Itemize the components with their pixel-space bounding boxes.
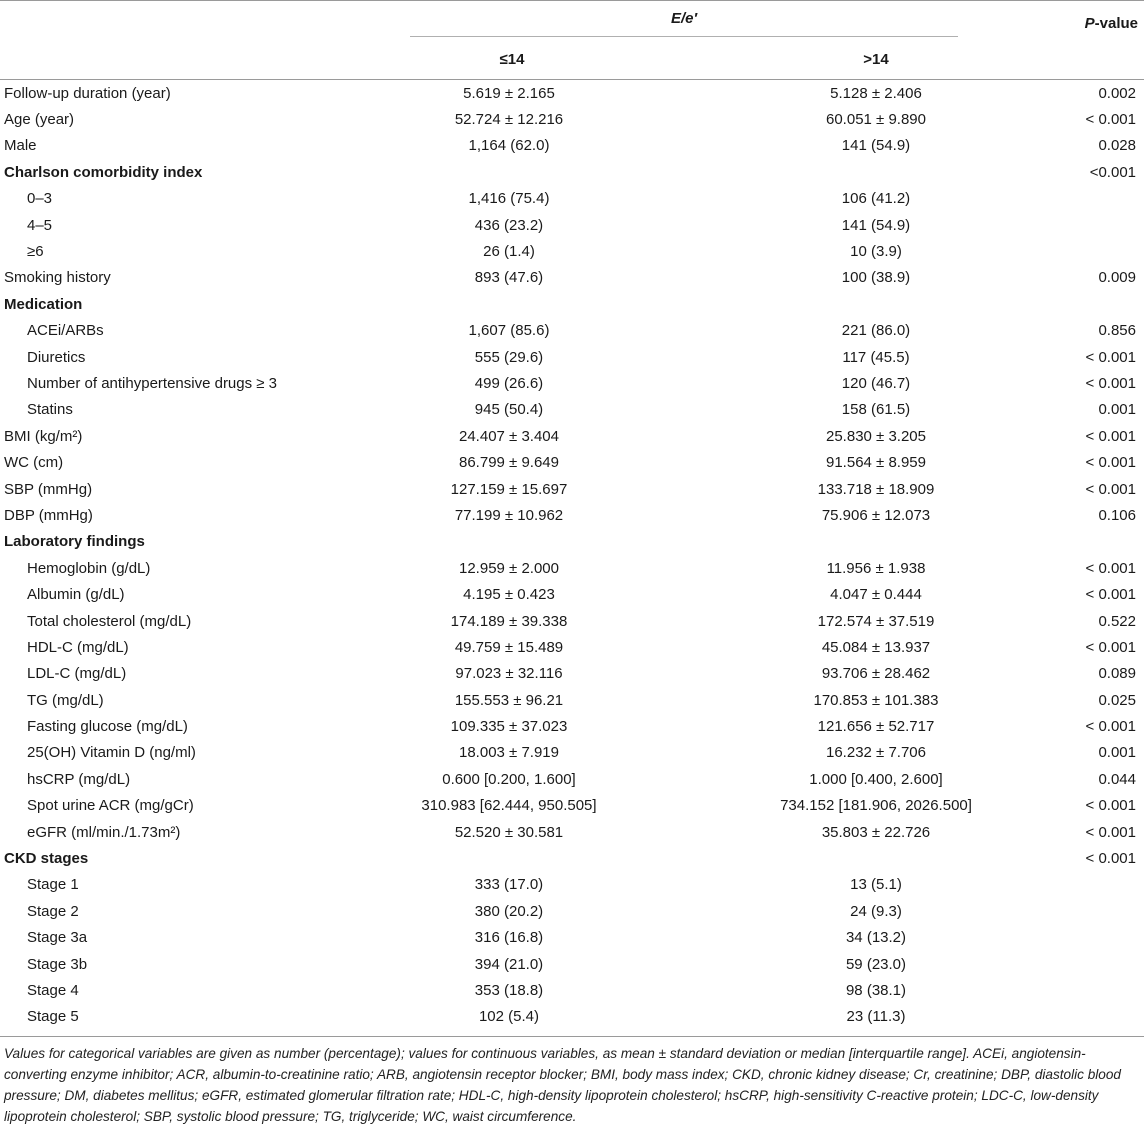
table-row (0, 740, 1144, 766)
p-value: < 0.001 (1085, 454, 1136, 472)
value-low: 316 (16.8) (474, 929, 544, 947)
value-low: 945 (50.4) (474, 401, 544, 419)
value-low (300, 845, 718, 871)
table-row (0, 476, 1144, 502)
value-low: 1,164 (62.0) (468, 137, 550, 155)
value-low: 555 (29.6) (474, 348, 544, 366)
value-low: 4.195 ± 0.423 (463, 586, 555, 604)
value-low: 0.600 [0.200, 1.600] (442, 770, 576, 788)
value-low: 893 (47.6) (474, 269, 544, 287)
table-row (0, 819, 1144, 845)
row-label: Number of antihypertensive drugs ≥ 3 (27, 374, 278, 392)
value-low: 52.724 ± 12.216 (454, 111, 564, 129)
value-low: 353 (18.8) (474, 981, 544, 999)
value-low: 174.189 ± 39.338 (450, 612, 568, 630)
row-label: Total cholesterol (mg/dL) (27, 612, 192, 630)
p-value (1034, 925, 1144, 951)
row-label: Follow-up duration (year) (4, 84, 171, 102)
value-low: 26 (1.4) (483, 243, 535, 261)
value-high: 45.084 ± 13.937 (821, 638, 931, 656)
row-label: TG (mg/dL) (27, 691, 104, 709)
value-low: 102 (5.4) (478, 1008, 540, 1026)
table-row (0, 80, 1144, 107)
value-high: 60.051 ± 9.890 (826, 111, 926, 129)
table-row (0, 529, 1144, 555)
row-label: Hemoglobin (g/dL) (27, 559, 151, 577)
table-row (0, 687, 1144, 713)
value-high: 170.853 ± 101.383 (813, 691, 939, 709)
p-value (1034, 291, 1144, 317)
row-label: LDL-C (mg/dL) (27, 665, 127, 683)
value-low: 97.023 ± 32.116 (455, 665, 563, 683)
row-label: 0–3 (27, 190, 53, 208)
value-high: 59 (23.0) (845, 955, 907, 973)
characteristics-table (0, 1, 1144, 1037)
table-row (0, 713, 1144, 739)
value-high: 106 (41.2) (841, 190, 911, 208)
value-high: 23 (11.3) (846, 1008, 906, 1026)
value-high: 5.128 ± 2.406 (830, 84, 922, 102)
row-label: Stage 2 (27, 902, 79, 920)
p-value: 0.028 (1098, 137, 1136, 155)
value-low: 5.619 ± 2.165 (463, 84, 555, 102)
p-value: < 0.001 (1085, 797, 1136, 815)
p-value: 0.044 (1098, 770, 1136, 788)
value-low: 24.407 ± 3.404 (459, 427, 559, 445)
p-value (1034, 977, 1144, 1003)
row-label: Stage 3b (27, 955, 88, 973)
value-low: 1,416 (75.4) (468, 190, 550, 208)
value-high: 734.152 [181.906, 2026.500] (780, 797, 972, 815)
p-value (1034, 898, 1144, 924)
row-label: Stage 1 (27, 876, 79, 894)
value-high (718, 845, 1034, 871)
row-label: Stage 3a (27, 929, 88, 947)
row-label: HDL-C (mg/dL) (27, 638, 129, 656)
value-high: 133.718 ± 18.909 (817, 480, 935, 498)
col-high-label: >14 (863, 50, 889, 68)
col-header-high (718, 39, 1034, 79)
table-row (0, 212, 1144, 238)
table-row (0, 397, 1144, 423)
value-high: 93.706 ± 28.462 (821, 665, 931, 683)
value-high: 34 (13.2) (845, 929, 907, 947)
p-value (1034, 529, 1144, 555)
value-high: 120 (46.7) (841, 374, 911, 392)
p-value: < 0.001 (1085, 348, 1136, 366)
row-label: Charlson comorbidity index (4, 163, 203, 181)
row-label: CKD stages (4, 850, 89, 868)
row-label: Stage 4 (27, 981, 79, 999)
row-label: ACEi/ARBs (27, 322, 104, 340)
p-value (1034, 951, 1144, 977)
row-label: Spot urine ACR (mg/gCr) (27, 797, 194, 815)
p-value-header (1034, 1, 1144, 39)
row-label: Diuretics (27, 348, 86, 366)
row-label: DBP (mmHg) (4, 506, 93, 524)
value-high: 141 (54.9) (841, 216, 911, 234)
table-bottom-rule (0, 1030, 1144, 1037)
table-row (0, 265, 1144, 291)
p-value: < 0.001 (1085, 480, 1136, 498)
row-label: BMI (kg/m²) (4, 427, 83, 445)
p-value: < 0.001 (1085, 586, 1136, 604)
p-value (1034, 1004, 1144, 1030)
value-high: 121.656 ± 52.717 (817, 718, 935, 736)
p-value: 0.001 (1098, 401, 1136, 419)
table-row (0, 581, 1144, 607)
p-value: < 0.001 (1085, 850, 1136, 868)
table-header (0, 1, 1144, 80)
row-label: Fasting glucose (mg/dL) (27, 718, 188, 736)
table-row (0, 106, 1144, 132)
value-low: 49.759 ± 15.489 (454, 638, 564, 656)
table-row (0, 318, 1144, 344)
row-label: Laboratory findings (4, 533, 145, 551)
p-value: 0.001 (1098, 744, 1136, 762)
value-low: 86.799 ± 9.649 (459, 454, 559, 472)
col-low-label: ≤14 (499, 50, 525, 68)
header-group-cell (300, 1, 1034, 39)
value-high: 11.956 ± 1.938 (826, 559, 926, 577)
p-value (1034, 212, 1144, 238)
row-label: 25(OH) Vitamin D (ng/ml) (27, 744, 196, 762)
p-value: < 0.001 (1085, 374, 1136, 392)
row-label: 4–5 (27, 216, 53, 234)
table-footnote: Values for categorical variables are given as number (percentage); values for continuous variables, as mean ± standard deviation or median [interquartile range]. ACEi, angiotensin-converting enzyme inhibitor; ACR, albumin-to-creatinine ratio; ARB, angiotensin receptor blocker; BMI, body mass index; CKD, chronic kidney disease; Cr, creatinine; DBP, diastolic blood pressure; DM, diabetes mellitus; eGFR, estimated glomerular filtration rate; HDL-C, high-density lipoprotein cholesterol; hsCRP, high-sensitivity C-reactive protein; LDC-C, low-density lipoprotein cholesterol; SBP, systolic blood pressure; TG, triglyceride; WC, waist circumference. (4, 1046, 1121, 1125)
row-label: Stage 5 (27, 1008, 79, 1026)
p-value-suffix: -value (1094, 14, 1138, 32)
table-row (0, 449, 1144, 475)
table-row (0, 608, 1144, 634)
p-value: < 0.001 (1085, 559, 1136, 577)
value-low: 155.553 ± 96.21 (454, 691, 564, 709)
value-low (300, 291, 718, 317)
row-label: SBP (mmHg) (4, 480, 93, 498)
p-value: < 0.001 (1085, 427, 1136, 445)
table-row (0, 502, 1144, 528)
value-high: 1.000 [0.400, 2.600] (809, 770, 943, 788)
value-low: 436 (23.2) (474, 216, 544, 234)
value-high: 10 (3.9) (850, 243, 902, 261)
p-value: 0.856 (1098, 322, 1136, 340)
p-value: 0.522 (1098, 612, 1136, 630)
row-label: WC (cm) (4, 454, 64, 472)
row-label: Male (4, 137, 37, 155)
table-row (0, 661, 1144, 687)
value-low (300, 159, 718, 185)
table-row (0, 186, 1144, 212)
value-high (718, 291, 1034, 317)
row-label: Statins (27, 401, 73, 419)
p-value: < 0.001 (1085, 823, 1136, 841)
row-label: Smoking history (4, 269, 111, 287)
row-label: Albumin (g/dL) (27, 586, 125, 604)
p-value (1034, 186, 1144, 212)
p-value: 0.002 (1098, 84, 1136, 102)
value-high: 25.830 ± 3.205 (826, 427, 926, 445)
header-empty-cell (0, 1, 300, 39)
value-low: 1,607 (85.6) (468, 322, 550, 340)
value-low: 394 (21.0) (474, 955, 544, 973)
row-label: ≥6 (27, 243, 44, 261)
row-label: Medication (4, 295, 83, 313)
value-high: 13 (5.1) (850, 876, 902, 894)
row-label: eGFR (ml/min./1.73m²) (27, 823, 181, 841)
value-high: 141 (54.9) (841, 137, 911, 155)
table-row (0, 766, 1144, 792)
value-low: 109.335 ± 37.023 (450, 718, 568, 736)
col-header-low (300, 39, 718, 79)
table-row (0, 634, 1144, 660)
value-low: 380 (20.2) (474, 902, 544, 920)
value-low: 52.520 ± 30.581 (454, 823, 564, 841)
value-low: 12.959 ± 2.000 (459, 559, 559, 577)
table-row (0, 133, 1144, 159)
table-row (0, 238, 1144, 264)
table-row (0, 423, 1144, 449)
p-value: < 0.001 (1085, 718, 1136, 736)
value-high: 100 (38.9) (841, 269, 911, 287)
table-row (0, 872, 1144, 898)
p-value: < 0.001 (1085, 638, 1136, 656)
table-row (0, 344, 1144, 370)
table-row (0, 1004, 1144, 1030)
value-low: 127.159 ± 15.697 (450, 480, 568, 498)
table-row (0, 951, 1144, 977)
table-body (0, 80, 1144, 1031)
p-value (1034, 238, 1144, 264)
value-low: 77.199 ± 10.962 (454, 506, 564, 524)
p-value: <0.001 (1089, 163, 1136, 181)
p-value: 0.009 (1098, 269, 1136, 287)
value-high: 91.564 ± 8.959 (826, 454, 926, 472)
value-high: 35.803 ± 22.726 (821, 823, 931, 841)
row-label: hsCRP (mg/dL) (27, 770, 131, 788)
table-row (0, 291, 1144, 317)
p-value: < 0.001 (1085, 111, 1136, 129)
p-value: 0.089 (1098, 665, 1136, 683)
value-low: 499 (26.6) (474, 374, 544, 392)
value-high: 158 (61.5) (841, 401, 911, 419)
table-row (0, 898, 1144, 924)
value-high: 98 (38.1) (845, 981, 907, 999)
p-value: 0.025 (1098, 691, 1136, 709)
value-high: 117 (45.5) (842, 348, 910, 366)
table-row (0, 977, 1144, 1003)
value-high (718, 159, 1034, 185)
table-row (0, 159, 1144, 185)
value-high: 4.047 ± 0.444 (830, 586, 922, 604)
p-value (1034, 872, 1144, 898)
value-high: 24 (9.3) (850, 902, 902, 920)
ee-group-label: E/e′ (670, 9, 698, 27)
value-high (718, 529, 1034, 555)
p-value-italic: P (1084, 14, 1095, 32)
header-empty-cell (1034, 39, 1144, 79)
value-high: 16.232 ± 7.706 (826, 744, 926, 762)
p-value: 0.106 (1098, 506, 1136, 524)
value-high: 75.906 ± 12.073 (821, 506, 931, 524)
value-low: 18.003 ± 7.919 (459, 744, 559, 762)
value-low (300, 529, 718, 555)
table-row (0, 370, 1144, 396)
row-label: Age (year) (4, 111, 75, 129)
value-low: 333 (17.0) (474, 876, 544, 894)
table-row (0, 845, 1144, 871)
table-row (0, 925, 1144, 951)
header-empty-cell (0, 39, 300, 79)
value-high: 172.574 ± 37.519 (817, 612, 935, 630)
value-high: 221 (86.0) (841, 322, 911, 340)
table-row (0, 793, 1144, 819)
value-low: 310.983 [62.444, 950.505] (421, 797, 597, 815)
table-row (0, 555, 1144, 581)
